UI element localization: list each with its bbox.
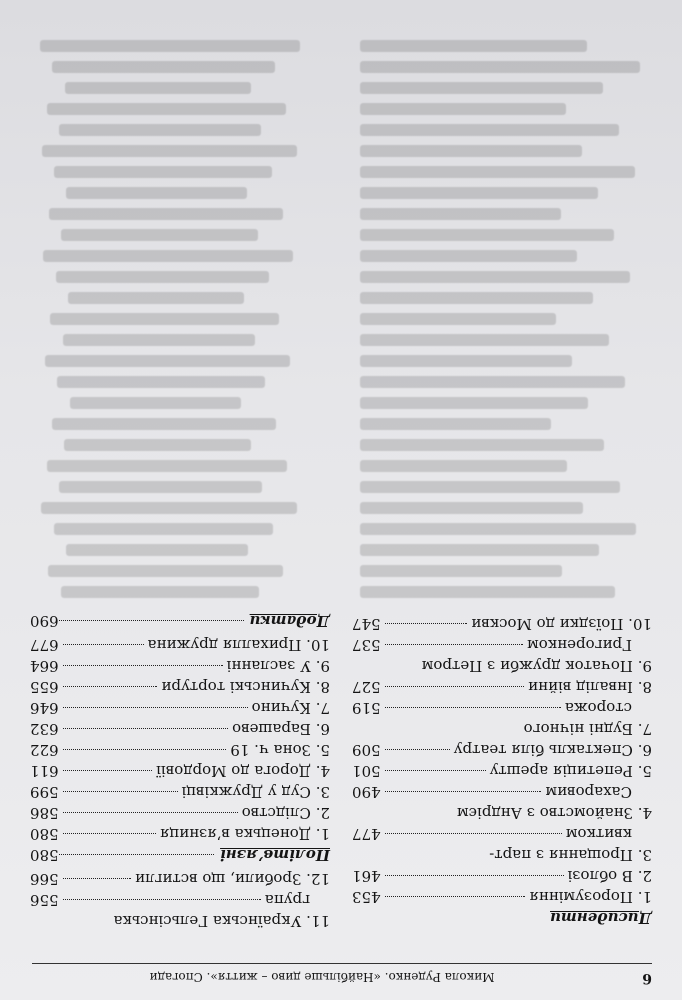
dot-leader	[385, 707, 561, 708]
toc-page-number: 632	[30, 720, 59, 738]
toc-page-number: 580	[30, 846, 59, 864]
dot-leader	[63, 686, 158, 687]
toc-entry-title: 6. Спектакль біля театру	[453, 741, 652, 759]
toc-entry-title: 8. Кучинські тортури	[161, 678, 330, 696]
toc-entry-title: 10. Поїздки до Москви	[471, 615, 652, 633]
toc-page-number: 664	[30, 657, 59, 675]
toc-entry-title: 1. Донецька в’язниця	[159, 825, 330, 843]
toc-entry	[352, 843, 652, 864]
dot-leader	[385, 833, 562, 834]
toc-entry	[30, 633, 330, 654]
toc-entry-title: 7. Будні нічного	[523, 720, 652, 738]
toc-entry-title: 4. Дорога до Мордовії	[156, 762, 330, 780]
toc-entry-title: 8. Інвалід війни	[528, 678, 652, 696]
toc-entry	[30, 738, 330, 759]
toc-entry-title: 9. Початок дружби з Петром	[421, 657, 652, 675]
toc-entry-title: 9. У засланні	[226, 657, 330, 675]
dot-leader	[63, 770, 153, 771]
toc-entry-title: Григоренком	[527, 636, 632, 654]
page-header	[32, 963, 652, 988]
toc-entry-title: 5. Репетиція арешту	[489, 762, 652, 780]
toc-entry	[30, 654, 330, 675]
toc-entry-title: 1. Порозуміння	[529, 888, 652, 906]
page-number: 6	[642, 970, 652, 986]
toc-page-number: 537	[352, 636, 381, 654]
toc-page-number: 622	[30, 741, 59, 759]
toc-entry-title: 7. Кучино	[251, 699, 330, 717]
toc-page-number: 477	[352, 825, 381, 843]
toc-entry	[30, 759, 330, 780]
toc-entry	[30, 909, 330, 930]
dot-leader	[63, 707, 248, 708]
dot-leader	[385, 896, 526, 897]
toc-entry-title: 6. Барашево	[232, 720, 330, 738]
dot-leader	[63, 749, 227, 750]
toc-entry-title: квитком	[565, 825, 632, 843]
toc-page-number: 677	[30, 636, 59, 654]
dot-leader	[63, 644, 144, 645]
dot-leader	[385, 770, 486, 771]
toc-entry-title: 5. Зона ч. 19	[230, 741, 330, 759]
dot-leader	[59, 855, 214, 856]
toc-entry-title: 12. Зробили, що встигли	[135, 870, 330, 888]
toc-entry-title: 11. Українська Гельсінська	[113, 912, 330, 930]
toc-page-number: 453	[352, 888, 381, 906]
dot-leader	[63, 878, 131, 879]
dot-leader	[63, 812, 238, 813]
dot-leader	[59, 621, 244, 622]
toc-entry	[352, 864, 652, 885]
toc-entry	[352, 822, 652, 843]
toc-page-number: 586	[30, 804, 59, 822]
dot-leader	[385, 875, 564, 876]
toc-section-heading	[30, 843, 330, 867]
toc-entry	[352, 801, 652, 822]
toc-section-heading: Дисиденти	[550, 909, 652, 927]
toc-page-number: 556	[30, 891, 59, 909]
toc-section-title: Додатки	[249, 612, 330, 630]
toc-entry	[30, 675, 330, 696]
dot-leader	[385, 644, 523, 645]
toc-page-number: 646	[30, 699, 59, 717]
toc-entry	[30, 801, 330, 822]
toc-entry-title: Сахаровим	[545, 783, 632, 801]
dot-leader	[385, 749, 450, 750]
toc-page-number: 527	[352, 678, 381, 696]
toc-entry-title: 3. Прощання з парт-	[489, 846, 652, 864]
dot-leader	[385, 623, 468, 624]
toc-page-number: 611	[30, 762, 59, 780]
toc-entry	[30, 717, 330, 738]
toc-entry-title: 3. Суд у Дружківці	[181, 783, 330, 801]
toc-right-column	[30, 609, 330, 930]
toc-entry-title: 2. В облозі	[567, 867, 652, 885]
running-head: Микола Руденко. «Найбільше диво – життя». Спогади	[149, 970, 495, 984]
toc-page-number: 490	[352, 783, 381, 801]
toc-entry	[352, 738, 652, 759]
toc-entry	[352, 633, 652, 654]
toc-entry	[30, 867, 330, 888]
toc-entry	[352, 759, 652, 780]
toc-entry-title: сторожа	[564, 699, 632, 717]
toc-entry	[30, 780, 330, 801]
toc-page-number: 461	[352, 867, 381, 885]
toc-page-number: 519	[352, 699, 381, 717]
toc-page-number: 690	[30, 612, 59, 630]
toc-entry-title: 10. Прихалля дружина	[147, 636, 330, 654]
toc-entry	[352, 717, 652, 738]
dot-leader	[63, 791, 178, 792]
toc-entry	[352, 885, 652, 906]
toc-page-number: 580	[30, 825, 59, 843]
toc-entry-title: 2. Слідство	[241, 804, 330, 822]
dot-leader	[63, 728, 228, 729]
toc-page-number: 655	[30, 678, 59, 696]
dot-leader	[63, 665, 223, 666]
dot-leader	[63, 899, 261, 900]
toc-page-number: 599	[30, 783, 59, 801]
toc-entry	[30, 888, 330, 909]
toc-entry-title: група	[264, 891, 310, 909]
toc-section-title: Політв’язні	[220, 846, 330, 864]
dot-leader	[63, 833, 156, 834]
toc-entry	[352, 675, 652, 696]
toc-entry	[30, 822, 330, 843]
toc-entry	[352, 696, 652, 717]
toc-entry	[352, 654, 652, 675]
toc-entry-title: 4. Знайомство з Андрієм	[456, 804, 652, 822]
toc-entry	[30, 696, 330, 717]
toc-left-column	[352, 612, 652, 930]
toc-page-number: 547	[352, 615, 381, 633]
dot-leader	[385, 791, 542, 792]
dot-leader	[385, 686, 524, 687]
toc-section-heading	[30, 609, 330, 633]
toc-page-number: 501	[352, 762, 381, 780]
toc-entry	[352, 612, 652, 633]
toc-page-number: 566	[30, 870, 59, 888]
toc-entry	[352, 780, 652, 801]
toc-page-number: 509	[352, 741, 381, 759]
